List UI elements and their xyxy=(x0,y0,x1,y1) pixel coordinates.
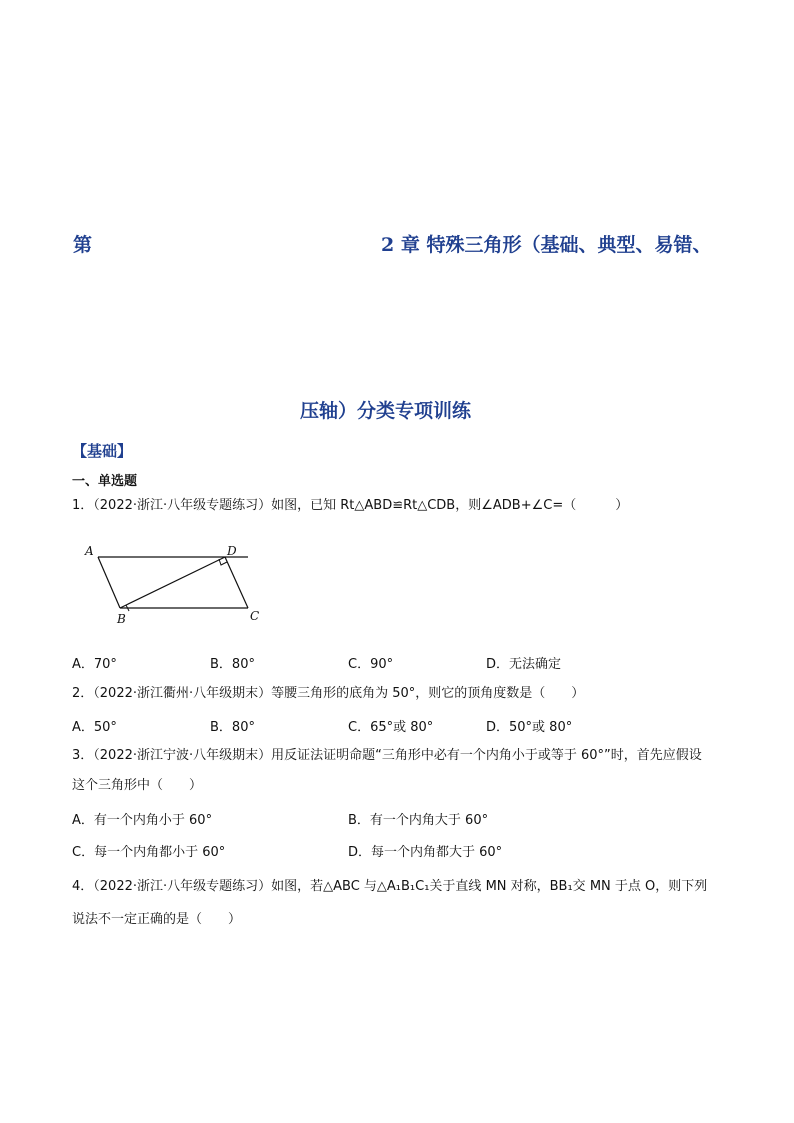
subsection-heading: 一、单选题 xyxy=(72,474,138,489)
question-1-option-b: B．80° xyxy=(210,657,255,672)
question-3-text-line1: 3．（2022·浙江宁波·八年级期末）用反证法证明命题“三角形中必有一个内角小于或等于 60°”时，首先应假设 xyxy=(72,748,702,763)
question-2-option-a: A．50° xyxy=(72,720,117,735)
question-3-option-b: B．有一个内角大于 60° xyxy=(348,813,489,828)
question-1-option-d: D．无法确定 xyxy=(486,657,562,672)
question-1-option-a: A．70° xyxy=(72,657,117,672)
figure-label-a: A xyxy=(85,544,94,558)
question-1-option-c: C．90° xyxy=(348,657,394,672)
question-1-figure xyxy=(80,540,270,630)
question-3-option-d: D．每一个内角都大于 60° xyxy=(348,845,503,860)
question-2-option-d: D．50°或 80° xyxy=(486,720,573,735)
question-4-text-line1: 4．（2022·浙江·八年级专题练习）如图，若△ABC 与△A₁B₁C₁关于直线 MN 对称，BB₁交 MN 于点 O，则下列 xyxy=(72,879,708,894)
segment-dc xyxy=(225,557,248,608)
section-heading: 【基础】 xyxy=(72,442,133,460)
question-2-text: 2．（2022·浙江衢州·八年级期末）等腰三角形的底角为 50°，则它的顶角度数是（ ） xyxy=(72,686,585,701)
question-4-text-line2: 说法不一定正确的是（ ） xyxy=(72,912,242,927)
title-part-left: 第 xyxy=(73,234,93,256)
figure-label-b: B xyxy=(117,612,126,626)
question-1-text: 1．（2022·浙江·八年级专题练习）如图，已知 Rt△ABD≌Rt△CDB，则∠ADB+∠C=（ ） xyxy=(72,498,629,513)
figure-label-c: C xyxy=(250,609,260,623)
question-3-option-c: C．每一个内角都小于 60° xyxy=(72,845,226,860)
question-3-option-a: A．有一个内角小于 60° xyxy=(72,813,213,828)
question-2-option-c: C．65°或 80° xyxy=(348,720,434,735)
diagonal-bd xyxy=(120,557,225,608)
segment-ab xyxy=(98,557,120,608)
question-3-text-line2: 这个三角形中（ ） xyxy=(72,778,203,793)
figure-label-d: D xyxy=(227,544,237,558)
title-part-right: 2 章 特殊三角形（基础、典型、易错、 xyxy=(381,234,712,256)
question-2-option-b: B．80° xyxy=(210,720,255,735)
title-line2: 压轴）分类专项训练 xyxy=(300,400,472,422)
